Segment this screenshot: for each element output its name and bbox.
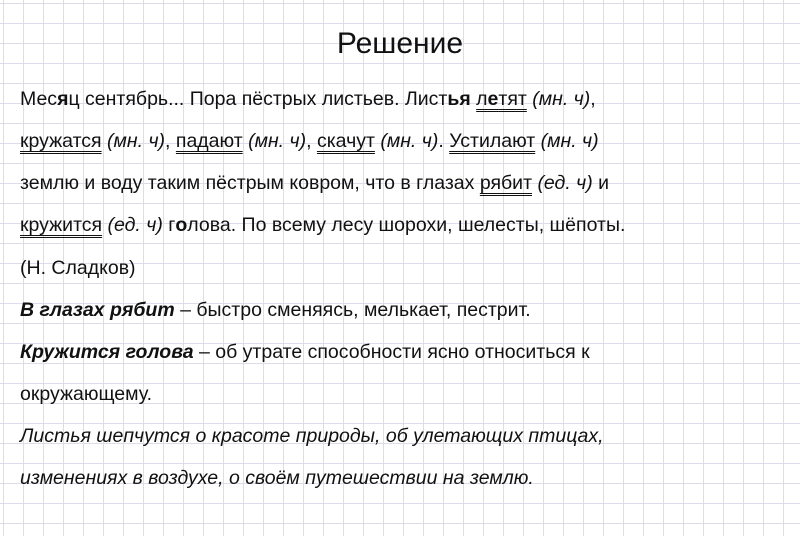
number-note: (ед. ч) [537,172,593,194]
text-fragment: тят [498,88,527,110]
text-fragment: Мес [20,88,58,110]
text-fragment: лова. По всему лесу шорохи, шелесты, шёпоты. [187,214,626,236]
predicate-underlined: падают [175,130,243,152]
highlighted-letter: я [57,88,69,110]
text-line-7 [20,339,590,365]
page-title: Решение [336,27,464,60]
number-note: (мн. ч) [532,88,591,110]
text-line-6 [20,297,531,323]
predicate-underlined [476,88,527,110]
number-note: (мн. ч) [107,130,166,152]
text-line-5: (Н. Сладков) [20,257,136,279]
text-line-9: Листья шепчутся о красоте природы, об улетающих птицах, [20,425,604,447]
text-fragment: , [306,130,317,152]
text-fragment: землю и воду таким пёстрым ковром, что в глазах [20,172,480,194]
text-line-8: окружающему. [20,383,152,405]
highlighted-letter: о [175,214,188,236]
text-fragment: ц сентябрь... Пора пёстрых листьев. Лист [68,88,448,110]
phrase-term: Кружится голова [20,341,194,363]
number-note: (мн. ч) [248,130,307,152]
highlighted-letter: ья [447,88,471,110]
predicate-underlined: кружится [20,214,103,236]
text-fragment: л [476,88,488,110]
phrase-definition: – об утрате способности ясно относиться к [193,341,590,363]
highlighted-letter: е [487,88,499,110]
number-note: (ед. ч) [107,214,163,236]
text-line-4 [20,212,625,238]
text-line-1 [20,86,596,112]
text-fragment: , [590,88,596,110]
text-fragment: . [438,130,450,152]
phrase-term: В глазах рябит [20,299,175,321]
text-line-2 [20,128,599,154]
predicate-underlined: скачут [316,130,375,152]
text-fragment: и [592,172,610,194]
predicate-underlined: Устилают [449,130,536,152]
predicate-underlined: кружатся [20,130,102,152]
predicate-underlined: рябит [479,172,533,194]
number-note: (мн. ч) [380,130,439,152]
text-fragment: , [165,130,176,152]
number-note: (мн. ч) [540,130,599,152]
text-fragment: г [162,214,176,236]
text-line-10: изменениях в воздухе, о своём путешествии на землю. [20,467,534,489]
text-line-3 [20,170,609,196]
phrase-definition: – быстро сменяясь, мелькает, пестрит. [174,299,531,321]
